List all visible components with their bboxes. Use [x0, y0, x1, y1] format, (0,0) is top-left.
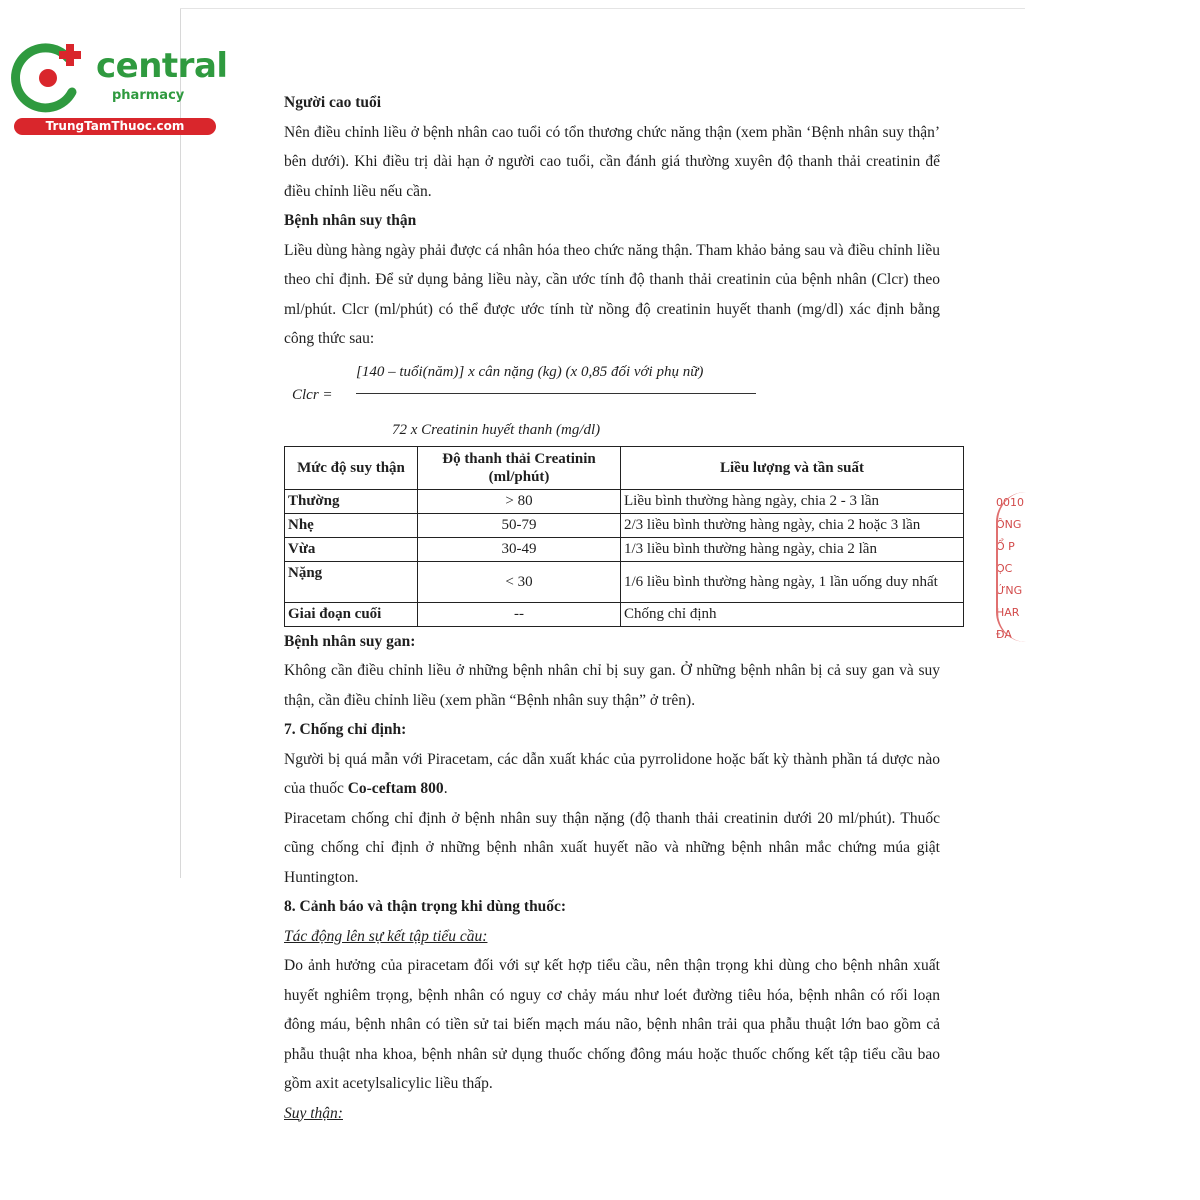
table-header: Liều lượng và tần suất	[621, 446, 964, 489]
document-body	[284, 88, 940, 1128]
table-cell: --	[418, 602, 621, 626]
stamp-text: ỨNG	[996, 584, 1023, 597]
formula-numerator: [140 – tuổi(năm)] x cân nặng (kg) (x 0,85 đối với phụ nữ)	[356, 363, 704, 380]
subsection-title-platelet: Tác động lên sự kết tập tiểu cầu:	[284, 927, 488, 945]
formula-denominator: 72 x Creatinin huyết thanh (mg/dl)	[392, 421, 601, 438]
section-title-elderly: Người cao tuổi	[284, 94, 382, 111]
logo-website: TrungTamThuoc.com	[14, 118, 216, 135]
stamp-text: ÔNG	[996, 518, 1022, 531]
paragraph-platelet: Do ảnh hưởng của piracetam đối với sự kết hợp tiểu cầu, nên thận trọng khi dùng cho bệnh nhân xuất huyết nghiêm trọng, bệnh nhân có nguy cơ chảy máu như loét đường tiêu hóa, bệnh nhân có rối loạn đông máu, bệnh nhân có tiền sử tai biến mạch máu não, bệnh nhân trải qua phẫu thuật lớn bao gồm cả phẫu thuật nha khoa, bệnh nhân sử dụng thuốc chống đông máu hoặc thuốc chống kết tập tiểu cầu bao gồm axit acetylsalicylic liều thấp.	[284, 957, 940, 1092]
table-cell: < 30	[418, 561, 621, 602]
table-cell: > 80	[418, 489, 621, 513]
table-row	[285, 561, 964, 602]
table-header: Mức độ suy thận	[285, 446, 418, 489]
subsection-title-renal: Suy thận:	[284, 1104, 343, 1122]
paragraph-elderly: Nên điều chỉnh liều ở bệnh nhân cao tuổi có tổn thương chức năng thận (xem phần ‘Bệnh nhân suy thận’ bên dưới). Khi điều trị dài hạn ở người cao tuổi, cần đánh giá thường xuyên độ thanh thải creatinin để điều chỉnh liều nếu cần.	[284, 123, 940, 200]
table-cell: 30-49	[418, 537, 621, 561]
table-row	[285, 513, 964, 537]
paragraph-hepatic: Không cần điều chỉnh liều ở những bệnh nhân chỉ bị suy gan. Ở những bệnh nhân bị cả suy gan và suy thận, cần điều chỉnh liều (xem phần “Bệnh nhân suy thận” ở trên).	[284, 662, 940, 709]
paragraph-renal: Liều dùng hàng ngày phải được cá nhân hóa theo chức năng thận. Tham khảo bảng sau và điều chỉnh liều theo chỉ định. Để sử dụng bảng liều này, cần ước tính độ thanh thải creatinin của bệnh nhân (Clcr) theo ml/phút. Clcr (ml/phút) có thể được ước tính từ nồng độ creatinin huyết thanh (mg/dl) xác định bằng công thức sau:	[284, 241, 940, 347]
stamp-text: HAR	[996, 606, 1020, 619]
table-row	[285, 537, 964, 561]
table-cell: 1/3 liều bình thường hàng ngày, chia 2 lần	[621, 537, 964, 561]
table-cell: Vừa	[285, 537, 418, 561]
renal-dose-table	[284, 446, 964, 627]
contra-text-a: Người bị quá mẫn với Piracetam, các dẫn xuất khác của pyrrolidone hoặc bất kỳ thành phần tá dược nào của thuốc	[284, 750, 940, 797]
table-header: Độ thanh thải Creatinin (ml/phút)	[418, 446, 621, 489]
pharmacy-cross-icon	[8, 36, 92, 120]
stamp-text: 0010	[996, 496, 1024, 509]
product-name: Co-ceftam 800	[347, 780, 444, 797]
section-title-renal: Bệnh nhân suy thận	[284, 212, 417, 229]
section-title-warnings: 8. Cảnh báo và thận trọng khi dùng thuốc:	[284, 898, 567, 915]
clcr-formula	[284, 356, 940, 442]
section-title-hepatic: Bệnh nhân suy gan:	[284, 632, 416, 650]
stamp-text: ĐA	[996, 628, 1012, 641]
table-cell: 50-79	[418, 513, 621, 537]
logo-subtitle: pharmacy	[112, 88, 185, 103]
table-cell: Giai đoạn cuối	[285, 602, 418, 626]
table-row	[285, 602, 964, 626]
page-edge-top	[180, 8, 1025, 9]
table-cell: Liều bình thường hàng ngày, chia 2 - 3 lần	[621, 489, 964, 513]
table-cell: 2/3 liều bình thường hàng ngày, chia 2 hoặc 3 lần	[621, 513, 964, 537]
logo-wordmark: central	[96, 46, 228, 86]
stamp-ring	[996, 492, 1030, 642]
table-header-row	[285, 446, 964, 489]
formula-lhs: Clcr =	[292, 386, 333, 403]
table-cell: 1/6 liều bình thường hàng ngày, 1 lần uống duy nhất	[621, 561, 964, 602]
formula-fraction-line	[356, 393, 756, 394]
red-stamp	[996, 492, 1030, 642]
contra-text-c: .	[443, 780, 448, 797]
paragraph-contraindications-2: Piracetam chống chỉ định ở bệnh nhân suy thận nặng (độ thanh thải creatinin dưới 20 ml/phút). Thuốc cũng chống chỉ định ở những bệnh nhân xuất huyết não và những bệnh nhân mắc chứng múa giật Huntington.	[284, 809, 940, 886]
central-pharmacy-logo	[8, 36, 228, 140]
table-cell: Nặng	[285, 561, 418, 602]
table-row	[285, 489, 964, 513]
stamp-text: ỌC	[996, 562, 1013, 575]
table-cell: Chống chỉ định	[621, 602, 964, 626]
table-cell: Thường	[285, 489, 418, 513]
table-cell: Nhẹ	[285, 513, 418, 537]
stamp-text: Ổ P	[996, 540, 1015, 553]
section-title-contraindications: 7. Chống chỉ định:	[284, 721, 407, 738]
paragraph-contraindications-1	[284, 745, 940, 804]
